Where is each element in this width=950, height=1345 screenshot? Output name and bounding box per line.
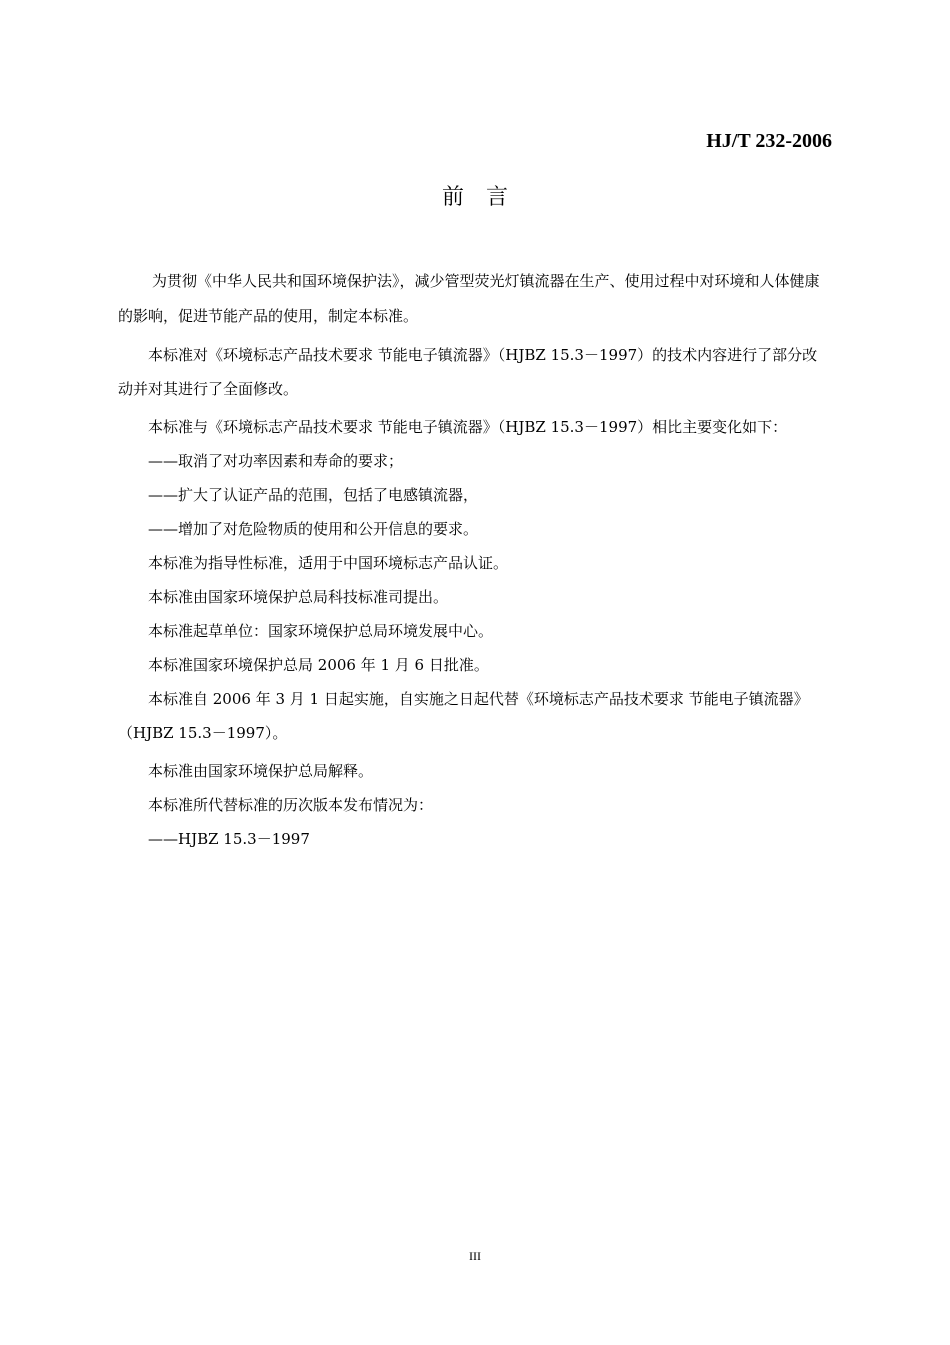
paragraph-scope: 本标准为指导性标准，适用于中国环境标志产品认证。	[148, 554, 509, 572]
page-number: III	[469, 1249, 481, 1263]
paragraph-drafter: 本标准起草单位：国家环境保护总局环境发展中心。	[148, 622, 494, 640]
standard-code: HJ/T 232-2006	[706, 130, 832, 152]
paragraph-revision: 本标准对《环境标志产品技术要求 节能电子镇流器》（HJBZ 15.3－1997）的技术内容进行了部分改动并对其进行了全面修改。	[118, 346, 818, 398]
list-item-change-3: ——增加了对危险物质的使用和公开信息的要求。	[148, 520, 479, 538]
paragraph-changes-intro: 本标准与《环境标志产品技术要求 节能电子镇流器》（HJBZ 15.3－1997）相比主要变化如下：	[148, 418, 788, 436]
list-item-history-1: ——HJBZ 15.3－1997	[148, 830, 310, 848]
page-title: 前言	[441, 185, 530, 210]
paragraph-approval: 本标准国家环境保护总局 2006 年 1 月 6 日批准。	[148, 656, 489, 674]
paragraph-history-intro: 本标准所代替标准的历次版本发布情况为：	[148, 796, 434, 814]
paragraph-proposer: 本标准由国家环境保护总局科技标准司提出。	[148, 588, 449, 606]
list-item-change-2: ——扩大了认证产品的范围，包括了电感镇流器，	[148, 486, 479, 504]
foreword-body	[118, 264, 832, 856]
paragraph-effective-date: 本标准自 2006 年 3 月 1 日起实施，自实施之日起代替《环境标志产品技术要求 节能电子镇流器》（HJBZ 15.3－1997）。	[118, 690, 809, 742]
list-item-change-1: ——取消了对功率因素和寿命的要求；	[148, 452, 404, 470]
paragraph-interpretation: 本标准由国家环境保护总局解释。	[148, 762, 374, 780]
paragraph-purpose: 为贯彻《中华人民共和国环境保护法》，减少管型荧光灯镇流器在生产、使用过程中对环境和人体健康的影响，促进节能产品的使用，制定本标准。	[118, 272, 820, 325]
